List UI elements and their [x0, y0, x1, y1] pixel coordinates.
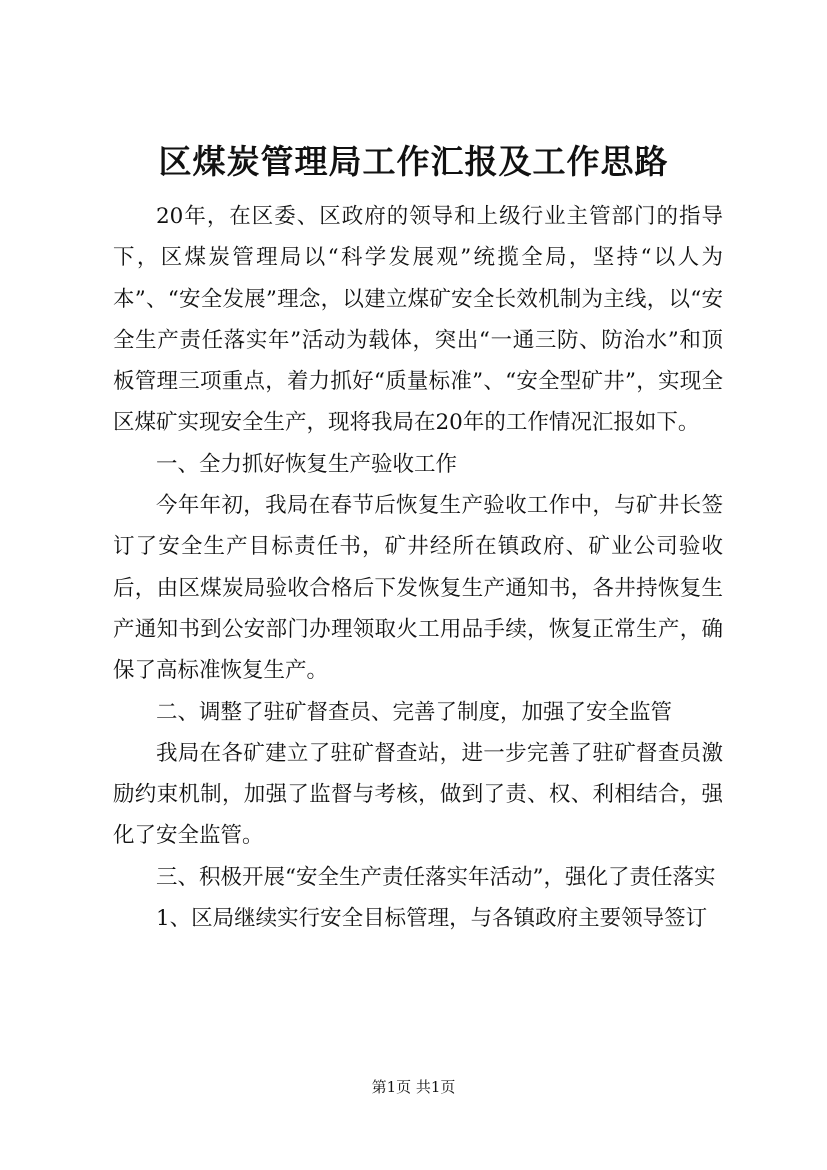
paragraph-section-1: 今年年初，我局在春节后恢复生产验收工作中，与矿井长签订了安全生产目标责任书，矿井经所在镇政府、矿业公司验收后，由区煤炭局验收合格后下发恢复生产通知书，各井持恢复生产通知书到公安部门办理领取火工用品手续，恢复正常生产，确保了高标准恢复生产。 — [113, 493, 723, 684]
document-title: 区煤炭管理局工作汇报及工作思路 — [158, 142, 669, 181]
section-heading-3: 三、积极开展“安全生产责任落实年活动”，强化了责任落实 — [156, 864, 716, 890]
paragraph-section-2: 我局在各矿建立了驻矿督查站，进一步完善了驻矿督查员激励约束机制，加强了监督与考核，做到了责、权、利相结合，强化了安全监管。 — [113, 740, 723, 849]
page-footer: 第1页 共1页 — [371, 1078, 456, 1096]
document-body — [113, 196, 723, 939]
paragraph-intro: 20年，在区委、区政府的领导和上级行业主管部门的指导下，区煤炭管理局以“科学发展观”统揽全局，坚持“以人为本”、“安全发展”理念，以建立煤矿安全长效机制为主线，以“安全生产责任落实年”活动为载体，突出“一通三防、防治水”和顶板管理三项重点，着力抓好“质量标准”、“安全型矿井”，实现全区煤矿实现安全生产，现将我局在20年的工作情况汇报如下。 — [113, 204, 723, 436]
section-heading-1: 一、全力抓好恢复生产验收工作 — [156, 451, 458, 477]
section-heading-2: 二、调整了驻矿督查员、完善了制度，加强了安全监管 — [156, 699, 673, 725]
paragraph-section-3-item-1: 1、区局继续实行安全目标管理，与各镇政府主要领导签订 — [156, 906, 708, 932]
